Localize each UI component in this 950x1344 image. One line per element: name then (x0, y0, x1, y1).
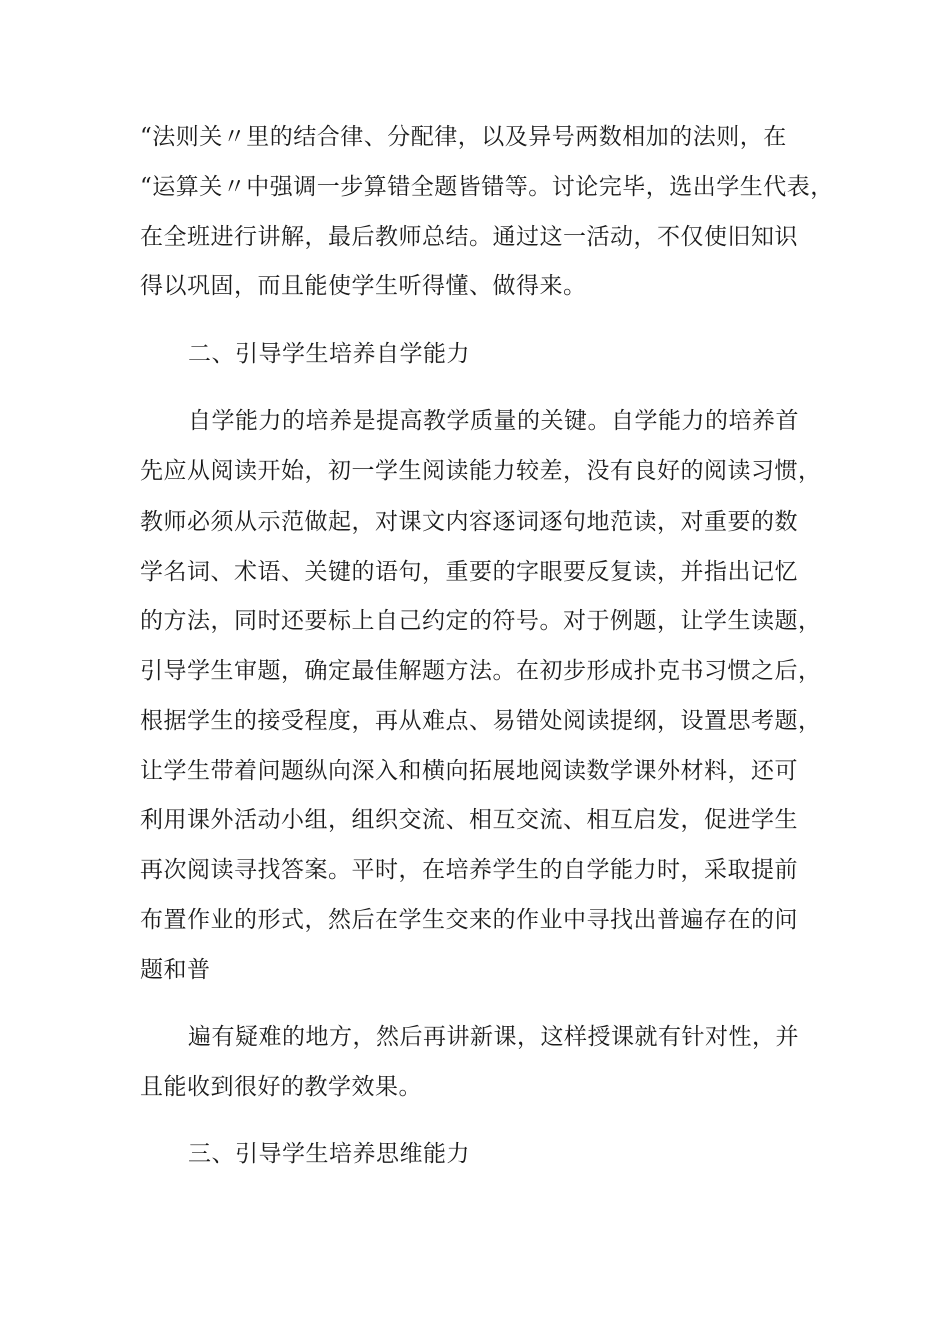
paragraph-line: “法则关〃里的结合律、分配律，以及异号两数相加的法则，在 (140, 124, 787, 150)
paragraph-line: 利用课外活动小组，组织交流、相互交流、相互启发，促进学生 (140, 807, 798, 833)
paragraph-line: 遍有疑难的地方，然后再讲新课，这样授课就有针对性，并 (188, 1024, 799, 1050)
paragraph-line: 让学生带着问题纵向深入和横向拓展地阅读数学课外材料，还可 (140, 758, 798, 784)
paragraph-line: “运算关〃中强调一步算错全题皆错等。讨论完毕，选出学生代表， (140, 174, 834, 200)
paragraph-line: 再次阅读寻找答案。平时，在培养学生的自学能力时，采取提前 (140, 857, 798, 883)
paragraph-line: 在全班进行讲解，最后教师总结。通过这一活动，不仅使旧知识 (140, 224, 798, 250)
paragraph-line: 布置作业的形式，然后在学生交来的作业中寻找出普遍存在的问 (140, 907, 798, 933)
paragraph-line: 自学能力的培养是提高教学质量的关键。自学能力的培养首 (188, 408, 799, 434)
paragraph-line: 得以巩固，而且能使学生听得懂、做得来。 (140, 273, 587, 299)
paragraph-line: 题和普 (140, 957, 211, 983)
paragraph-line: 根据学生的接受程度，再从难点、易错处阅读提纲，设置思考题， (140, 708, 822, 734)
section-heading-3: 三、引导学生培养思维能力 (188, 1141, 470, 1167)
paragraph-line: 先应从阅读开始，初一学生阅读能力较差，没有良好的阅读习惯， (140, 458, 822, 484)
section-heading-2: 二、引导学生培养自学能力 (188, 341, 470, 367)
paragraph-line: 引导学生审题，确定最佳解题方法。在初步形成扑克书习惯之后， (140, 658, 822, 684)
paragraph-line: 且能收到很好的教学效果。 (140, 1074, 422, 1100)
paragraph-line: 教师必须从示范做起，对课文内容逐词逐句地范读，对重要的数 (140, 509, 798, 535)
paragraph-line: 学名词、术语、关键的语句，重要的字眼要反复读，并指出记忆 (140, 559, 798, 585)
paragraph-line: 的方法，同时还要标上自己约定的符号。对于例题，让学生读题， (140, 608, 822, 634)
